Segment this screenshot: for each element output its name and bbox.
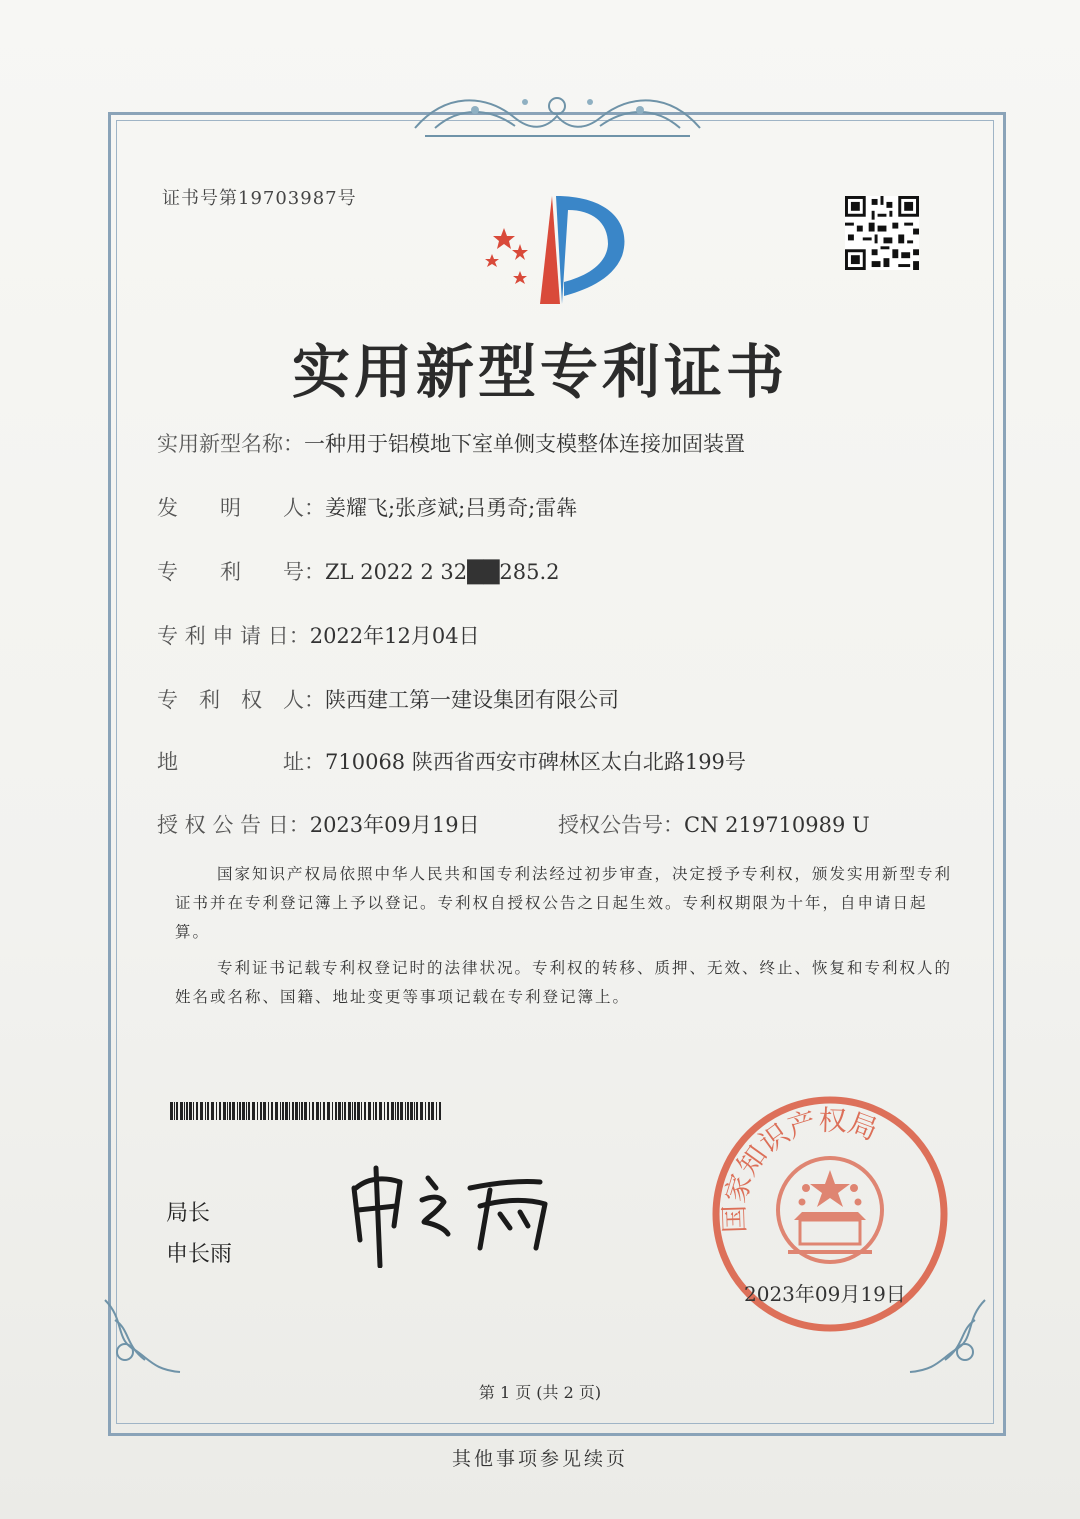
field-value: ZL 2022 2 32██285.2 xyxy=(325,560,560,584)
field-patentee xyxy=(157,684,619,714)
field-utility-model-name xyxy=(157,428,745,458)
field-inventors xyxy=(157,492,577,522)
field-patent-number xyxy=(157,556,560,586)
field-announcement-number xyxy=(558,809,870,839)
signatory-title: 局长 xyxy=(166,1201,211,1226)
barcode-icon xyxy=(170,1102,444,1120)
seal-text: 国家知识产权局 xyxy=(717,1103,882,1234)
seal-date: 2023年09月19日 xyxy=(744,1282,906,1306)
field-value: 陕西建工第一建设集团有限公司 xyxy=(325,688,619,712)
certificate-title: 实用新型专利证书 xyxy=(291,338,788,406)
field-label: 专 利 号： xyxy=(157,560,325,584)
notice-text: 国家知识产权局依照中华人民共和国专利法经过初步审查，决定授予专利权，颁发实用新型专利证书并在专利登记簿上予以登记。专利权自授权公告之日起生效。专利权期限为十年，自申请日起算。 xyxy=(175,865,953,941)
field-value: 2022年12月04日 xyxy=(309,624,480,648)
notice-paragraph-2 xyxy=(175,954,960,1012)
patent-office-logo-icon xyxy=(482,186,642,306)
field-application-date xyxy=(157,620,480,650)
field-value: 710068 陕西省西安市碑林区太白北路199号 xyxy=(325,750,746,774)
certificate-number: 证书号第19703987号 xyxy=(162,188,357,209)
footer-note: 其他事项参见续页 xyxy=(451,1448,628,1470)
notice-text: 专利证书记载专利权登记时的法律状况。专利权的转移、质押、无效、终止、恢复和专利权人的姓名或名称、国籍、地址变更等事项记载在专利登记簿上。 xyxy=(175,959,953,1006)
field-value: CN 219710989 U xyxy=(684,813,870,837)
field-grant-date xyxy=(157,809,480,839)
qr-code-icon xyxy=(845,196,919,270)
corner-ornament-icon xyxy=(95,1290,185,1380)
handwritten-signature-icon xyxy=(340,1148,580,1268)
field-label: 授 权 公 告 日： xyxy=(157,813,310,837)
page-indicator: 第 1 页 (共 2 页) xyxy=(478,1383,602,1402)
field-address xyxy=(157,746,746,776)
field-value: 姜耀飞;张彦斌;吕勇奇;雷犇 xyxy=(325,496,578,520)
field-label: 专 利 权 人： xyxy=(157,688,325,712)
field-label: 发 明 人： xyxy=(157,496,325,520)
field-label: 实用新型名称： xyxy=(157,432,304,456)
field-label: 地 址： xyxy=(157,750,325,774)
notice-paragraph-1 xyxy=(175,860,960,947)
field-label: 授权公告号： xyxy=(558,813,684,837)
field-value: 一种用于铝模地下室单侧支模整体连接加固装置 xyxy=(304,432,745,456)
top-ornament-icon xyxy=(405,88,710,146)
field-label: 专 利 申 请 日： xyxy=(157,624,310,648)
signatory-name: 申长雨 xyxy=(166,1242,233,1267)
field-value: 2023年09月19日 xyxy=(309,813,480,837)
